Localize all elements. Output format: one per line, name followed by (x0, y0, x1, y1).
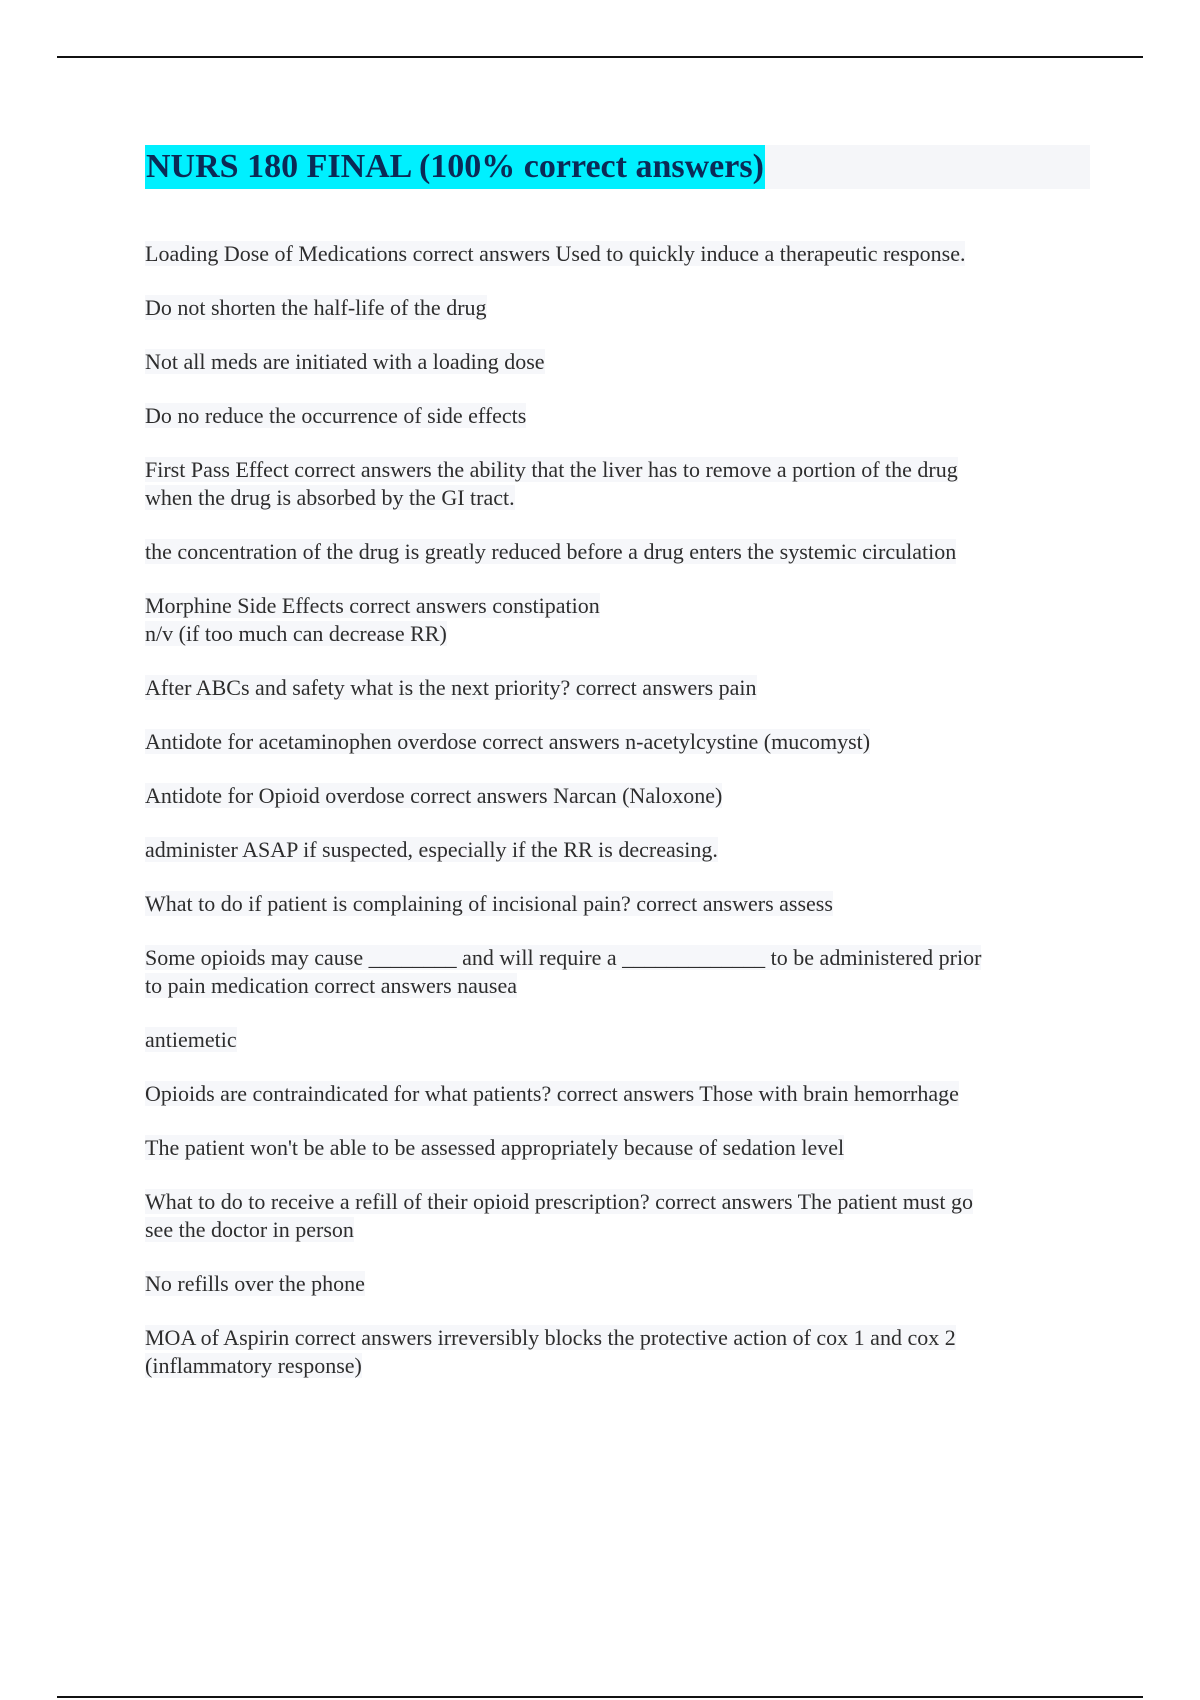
text-line: Do no reduce the occurrence of side effects (145, 403, 527, 428)
text-line: Loading Dose of Medications correct answers Used to quickly induce a therapeutic response. (145, 241, 966, 266)
text-line: What to do to receive a refill of their opioid prescription? correct answers The patient must go (145, 1189, 973, 1214)
text-line: antiemetic (145, 1027, 237, 1052)
text-line: when the drug is absorbed by the GI tract. (145, 485, 515, 510)
top-rule (57, 56, 1143, 58)
text-line: MOA of Aspirin correct answers irreversibly blocks the protective action of cox 1 and cox 2 (145, 1325, 956, 1350)
paragraph (145, 1324, 1090, 1380)
text-line: Morphine Side Effects correct answers constipation (145, 593, 600, 618)
paragraph (145, 240, 1090, 268)
text-line: Not all meds are initiated with a loading dose (145, 349, 545, 374)
text-line: administer ASAP if suspected, especially if the RR is decreasing. (145, 837, 718, 862)
text-line: The patient won't be able to be assessed appropriately because of sedation level (145, 1135, 845, 1160)
text-line: Opioids are contraindicated for what patients? correct answers Those with brain hemorrhage (145, 1081, 959, 1106)
document-body (145, 240, 1090, 1406)
text-line: First Pass Effect correct answers the ability that the liver has to remove a portion of the drug (145, 457, 958, 482)
paragraph (145, 1026, 1090, 1054)
paragraph (145, 1188, 1090, 1244)
paragraph (145, 456, 1090, 512)
text-line: No refills over the phone (145, 1271, 365, 1296)
paragraph (145, 402, 1090, 430)
paragraph (145, 944, 1090, 1000)
paragraph (145, 1080, 1090, 1108)
text-line: After ABCs and safety what is the next priority? correct answers pain (145, 675, 757, 700)
text-line: Antidote for acetaminophen overdose correct answers n-acetylcystine (mucomyst) (145, 729, 871, 754)
paragraph (145, 538, 1090, 566)
paragraph (145, 1134, 1090, 1162)
paragraph (145, 836, 1090, 864)
text-line: n/v (if too much can decrease RR) (145, 621, 447, 646)
text-line: Some opioids may cause ________ and will require a _____________ to be administered prior (145, 945, 982, 970)
text-line: Do not shorten the half-life of the drug (145, 295, 487, 320)
text-line: the concentration of the drug is greatly reduced before a drug enters the systemic circulation (145, 539, 957, 564)
text-line: What to do if patient is complaining of incisional pain? correct answers assess (145, 891, 833, 916)
paragraph (145, 890, 1090, 918)
paragraph (145, 294, 1090, 322)
text-line: Antidote for Opioid overdose correct answers Narcan (Naloxone) (145, 783, 723, 808)
text-line: see the doctor in person (145, 1217, 354, 1242)
paragraph (145, 592, 1090, 648)
bottom-rule (57, 1696, 1143, 1698)
text-line: to pain medication correct answers nausea (145, 973, 518, 998)
text-line: (inflammatory response) (145, 1353, 362, 1378)
document-title: NURS 180 FINAL (100% correct answers) (145, 145, 765, 189)
paragraph (145, 1270, 1090, 1298)
paragraph (145, 674, 1090, 702)
paragraph (145, 728, 1090, 756)
paragraph (145, 348, 1090, 376)
paragraph (145, 782, 1090, 810)
